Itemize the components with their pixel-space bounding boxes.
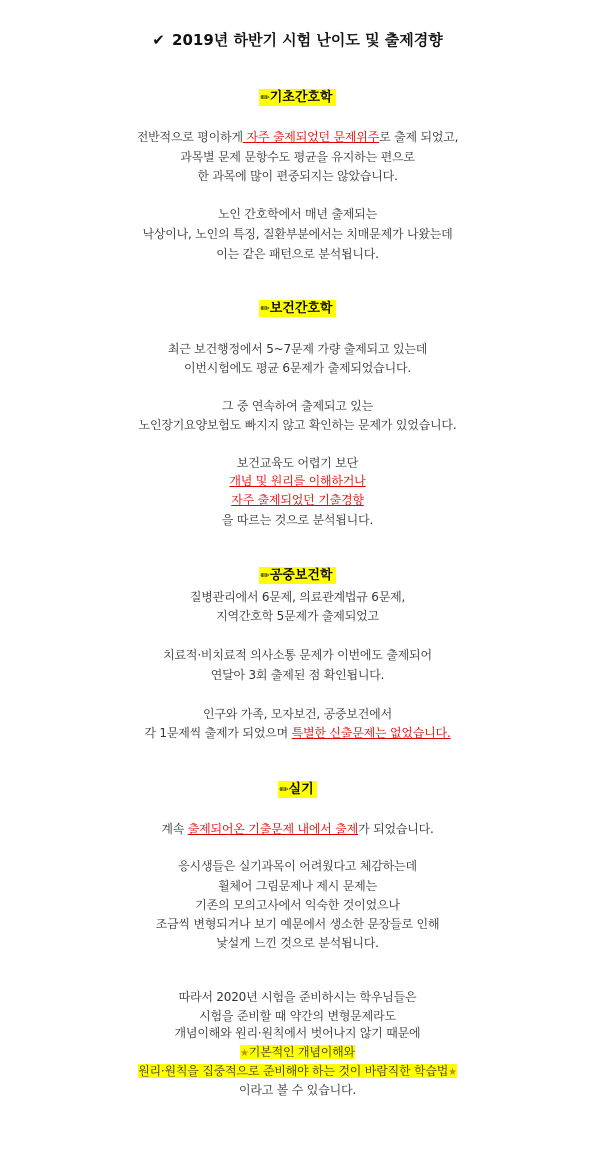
highlight-red-text: 출제되어온 기출문제 내에서 출제: [187, 822, 359, 836]
paragraph-line: 계속 출제되어온 기출문제 내에서 출제가 되었습니다.: [161, 822, 434, 836]
paragraph-line: 연달아 3회 출제된 점 확인됩니다.: [210, 668, 385, 682]
highlight-red-text: 자주 출제되었던 문제위주: [242, 130, 380, 144]
paragraph-line: 이번시험에도 평균 6문제가 출제되었습니다.: [184, 361, 411, 375]
paragraph-line: 지역간호학 5문제가 출제되었고: [216, 609, 379, 623]
paragraph-line: 따라서 2020년 시험을 준비하시는 학우님들은: [178, 990, 417, 1004]
check-mark-icon: ✔: [152, 31, 165, 49]
paragraph-line: 치료적·비치료적 의사소통 문제가 이번에도 출제되어: [163, 648, 432, 662]
paragraph-line: 질병관리에서 6문제, 의료관계법규 6문제,: [189, 590, 406, 604]
highlight-red-text: 자주 출제되었던 기출경향: [231, 493, 364, 507]
section-heading-public-health-nursing: [0, 299, 595, 319]
paragraph-line: 한 과목에 많이 편중되지는 않았습니다.: [197, 169, 398, 183]
star-icon: ★: [240, 1048, 249, 1059]
page-title-text: 2019년 하반기 시험 난이도 및 출제경향: [172, 31, 443, 49]
paragraph-line: 기존의 모의고사에서 익숙한 것이었으나: [195, 898, 400, 912]
paragraph-line: 조금씩 변형되거나 보기 예문에서 생소한 문장들로 인해: [155, 917, 440, 931]
pencil-icon: ✏: [260, 302, 270, 315]
paragraph-line: 노인장기요양보험도 빠지지 않고 확인하는 문제가 있었습니다.: [138, 418, 457, 432]
paragraph-line: 각 1문제씩 출제가 되었으며 특별한 신출문제는 없었습니다.: [144, 726, 451, 740]
section-heading-basic-nursing: [0, 88, 595, 108]
highlighted-conclusion-line: ★기본적인 개념이해와: [240, 1045, 355, 1059]
paragraph-line: 시험을 준비할 때 약간의 변형문제라도: [199, 1009, 396, 1023]
paragraph-line: 이라고 볼 수 있습니다.: [239, 1083, 356, 1097]
page-title: [0, 30, 595, 50]
paragraph-line: 노인 간호학에서 매년 출제되는: [218, 207, 377, 221]
paragraph-line: 낙상이나, 노인의 특징, 질환부분에서는 치매문제가 나왔는데: [142, 227, 453, 241]
paragraph-line: 응시생들은 실기과목이 어려웠다고 체감하는데: [178, 859, 417, 873]
paragraph-line: 인구와 가족, 모자보건, 공중보건에서: [203, 707, 392, 721]
paragraph-line: 보건교육도 어렵기 보단: [236, 456, 359, 470]
paragraph-line: 전반적으로 평이하게 자주 출제되었던 문제위주로 출제 되었고,: [136, 130, 459, 144]
paragraph-line: 그 중 연속하여 출제되고 있는: [221, 399, 374, 413]
section-heading-community-health: [0, 566, 595, 586]
paragraph-line: 을 따르는 것으로 분석됩니다.: [221, 513, 374, 527]
star-icon: ★: [448, 1067, 457, 1078]
paragraph-line: 최근 보건행정에서 5~7문제 가량 출제되고 있는데: [167, 342, 428, 356]
paragraph-line: 개념이해와 원리·원칙에서 벗어나지 않기 때문에: [174, 1026, 421, 1040]
highlighted-conclusion-line: 원리·원칙을 집중적으로 준비해야 하는 것이 바람직한 학습법★: [138, 1064, 457, 1078]
highlight-red-text: 개념 및 원리를 이해하거나: [229, 474, 366, 488]
section-heading-practical: [0, 780, 595, 800]
highlight-red-text: 특별한 신출문제는 없었습니다.: [291, 726, 451, 740]
paragraph-line: 휠체어 그림문제나 제시 문제는: [218, 879, 377, 893]
paragraph-line: 낯설게 느낀 것으로 분석됩니다.: [216, 936, 379, 950]
section-heading-text: 공중보건학: [269, 568, 333, 583]
section-heading-text: 실기: [288, 782, 314, 797]
section-heading-text: 보건간호학: [269, 301, 333, 316]
section-heading-text: 기초간호학: [269, 90, 333, 105]
paragraph-line: 이는 같은 패턴으로 분석됩니다.: [216, 247, 379, 261]
pencil-icon: ✏: [260, 91, 270, 104]
pencil-icon: ✏: [279, 783, 289, 796]
pencil-icon: ✏: [260, 569, 270, 582]
paragraph-line: 과목별 문제 문항수도 평균을 유지하는 편으로: [180, 150, 415, 164]
